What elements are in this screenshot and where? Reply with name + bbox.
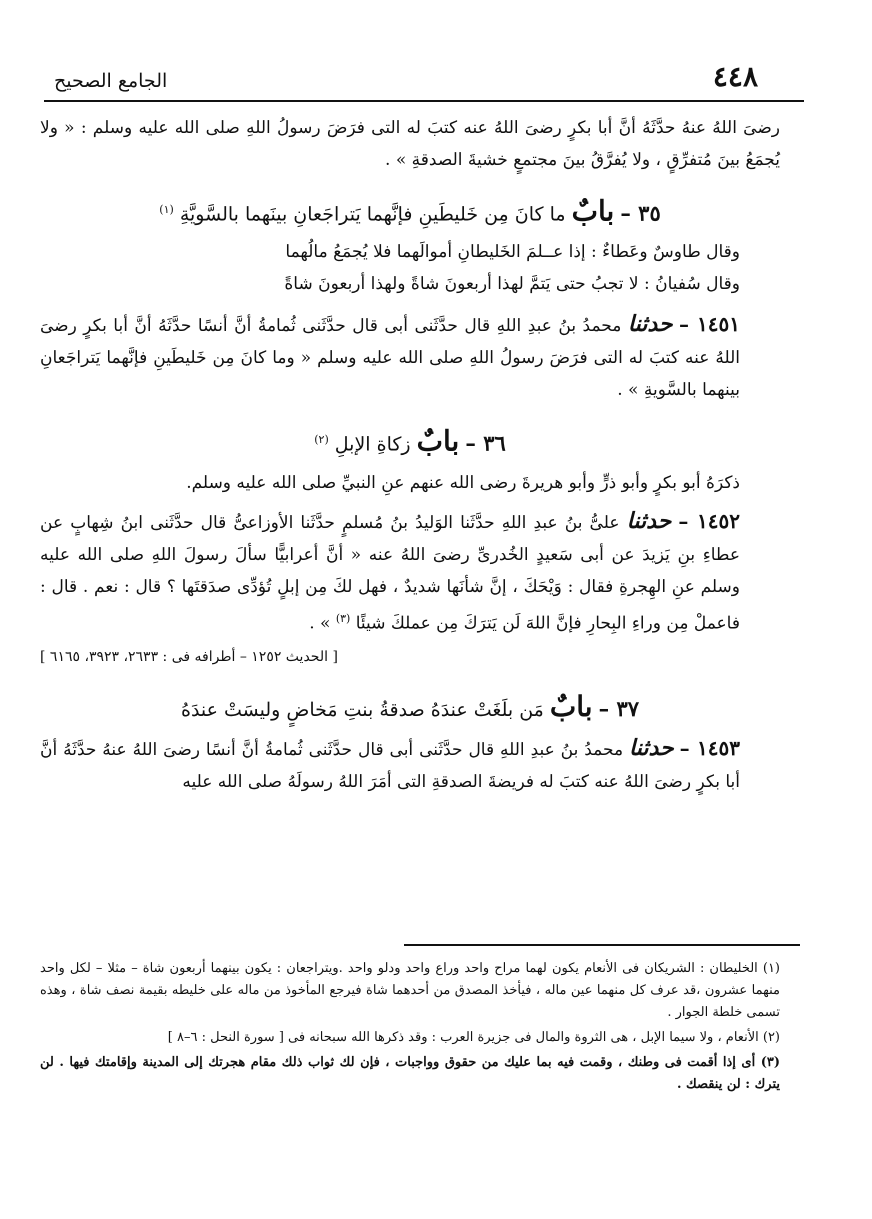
chapter-number: ٣٥ – <box>620 200 661 226</box>
chapter-title: زكاةِ الإبلِ <box>334 433 411 456</box>
hadith-text: محمدُ بنُ عبدِ اللهِ قال حدَّثَنى أبى قال حدَّثَنى ثُمامةُ أنَّ أنسًا حدَّثَهُ أنَّ أبا بكرٍ رضىَ اللهُ عنه كتبَ له التى فرَضَ رسولُ اللهِ صلى الله عليه وسلم « وما كانَ مِن خَليطَينِ فإنَّهما يَتراجَعانِ بينهما بالسَّويةِ » . <box>40 316 740 401</box>
chapter-heading-35 <box>40 194 780 230</box>
footnote-separator <box>404 944 800 946</box>
footnote-1: (١) الخليطان : الشريكان فى الأنعام يكون لهما مراح واحد وراع واحد ودلو واحد .ويتراجعان : يكون بينهما أربعون شاة – مثلا – لكل واحد منهما عشرون ،قد عرف كل منهما عين ماله ، فيأخذ المصدق من أحدهما شاة فيرجع المأخوذ من ماله على خليطه بقيمة نصف شاة ، وهذه تسمى خلطة الجوار . <box>40 961 780 1020</box>
narrators-note: ذكرَهُ أبو بكرٍ وأبو ذرٍّ وأبو هريرةَ رضى الله عنهم عنِ النبيِّ صلى الله عليه وسلم. <box>186 472 740 493</box>
quote-sufyan: وقال سُفيانُ : لا تجبُ حتى يَتمَّ لهذا أربعونَ شاةً ولهذا أربعونَ شاةً <box>284 274 740 295</box>
bab-word: بابٌ <box>549 690 593 724</box>
hadith-1452 <box>40 505 780 640</box>
footnote-2: (٢) الأنعام ، ولا سيما الإبل ، هى الثروة والمال فى جزيرة العرب : وقد ذكرها الله سبحانه فى [ سورة النحل : ٦–٨ ] <box>167 1030 780 1045</box>
running-title: الجامع الصحيح <box>54 70 168 92</box>
hadith-text: علىُّ بنُ عبدِ اللهِ حدَّثَنا الوَليدُ بنُ مُسلمٍ حدَّثَنا الأوزاعىُّ قال حدَّثَنى ابنُ شِهابٍ عن عطاءِ بنِ يَزيدَ عن أبى سَعيدٍ الخُدرىِّ رضىَ اللهُ عنه « أنَّ أعرابيًّا سألَ رسولَ اللهِ صلى الله عليه وسلم عنِ الهِجرةِ فقال : وَيْحَكَ ، إنَّ شأنَها شديدٌ ، فهل لكَ مِن إبلٍ تُؤدِّى صدَقتَها ؟ قال : نعم . قال : فاعملْ مِن وراءِ البِحارِ فإنَّ اللهَ لَن يَترَكَ مِن عملكَ شيئًا <box>40 512 740 634</box>
haddathana-word: حدثنا <box>626 507 672 534</box>
bab-word: بابٌ <box>571 194 615 228</box>
hadith-1451 <box>40 308 780 406</box>
chapter-heading-37 <box>40 691 780 726</box>
page-number: ٤٤٨ <box>712 60 758 93</box>
bab-word: بابٌ <box>416 424 460 458</box>
hadith-1453 <box>40 732 780 798</box>
quote-tawus: وقال طاوسٌ وعَطاءٌ : إذا عــلمَ الخَليطانِ أموالَهما فلا يُجمَعُ مالُهما <box>285 242 740 263</box>
main-text <box>40 112 780 798</box>
chapter-title: ما كانَ مِن خَليطَينِ فإنَّهما يَتراجَعانِ بينَهما بالسَّويَّةِ <box>179 203 566 226</box>
hadith-number: ١٤٥٢ – <box>678 508 741 533</box>
hadith-number: ١٤٥١ – <box>679 312 741 337</box>
haddathana-word: حدثنا <box>627 311 673 338</box>
hadith-end: » . <box>309 613 331 634</box>
page-header <box>44 56 804 102</box>
chapter-title: مَن بلَغَتْ عندَهُ صدقةُ بنتِ مَخاضٍ وليسَتْ عندَهُ <box>180 699 544 722</box>
chapter-number: ٣٧ – <box>598 696 640 722</box>
hadith-number: ١٤٥٣ – <box>679 736 741 761</box>
hadith-cross-reference: [ الحديث ١٢٥٢ – أطرافه فى : ٢٦٣٣، ٣٩٢٣، ٦١٦٥ ] <box>40 649 338 666</box>
hadith-text: محمدُ بنُ عبدِ اللهِ قال حدَّثَنى أبى قال حدَّثَنى ثُمامةُ أنَّ أنسًا رضىَ اللهُ عنهُ حدَّثَهُ أنَّ أبا بكرٍ رضىَ اللهُ عنه كتبَ له فريضةَ الصدقةِ التى أمَرَ اللهُ رسولَهُ صلى الله عليه <box>40 740 740 793</box>
footnote-marker: (٢) <box>314 433 329 447</box>
footnote-marker: (٣) <box>335 611 351 625</box>
footnote-marker: (١) <box>159 203 174 216</box>
chapter-number: ٣٦ – <box>465 430 506 456</box>
continuation-paragraph: رضىَ اللهُ عنهُ حدَّثَهُ أنَّ أبا بكرٍ رضىَ اللهُ عنه كتبَ له التى فرَضَ رسولُ اللهِ صلى الله عليه وسلم : « ولا يُجمَعُ بينَ مُتفرِّقٍ ، ولا يُفرَّقُ بينَ مجتمعٍ خشيةَ الصدقةِ » . <box>40 118 780 170</box>
haddathana-word: حدثنا <box>629 735 674 762</box>
footnotes <box>40 958 780 1099</box>
chapter-heading-36 <box>40 424 780 460</box>
footnote-3: (٣) أى إذا أقمت فى وطنك ، وقمت فيه بما عليك من حقوق وواجبات ، فإن لك ثواب ذلك مقام هجرتك إلى المدينة وإقامتك فيها . لن يترك : لن ينقصك . <box>40 1055 780 1092</box>
